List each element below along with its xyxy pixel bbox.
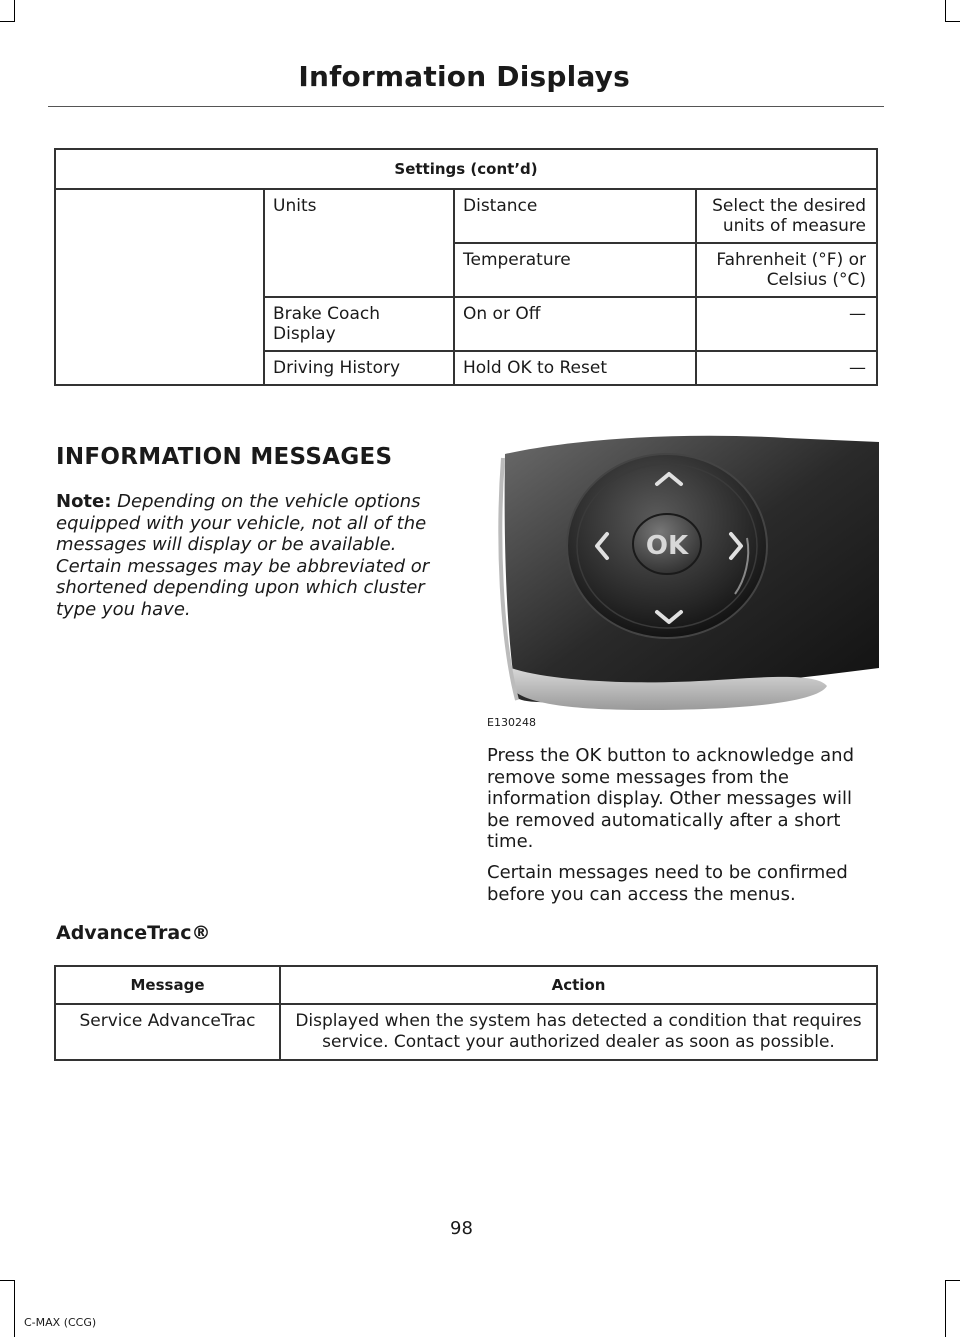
table-cell: Hold OK to Reset [454,351,696,385]
table-cell [55,189,264,385]
steering-wheel-control-illustration [487,418,879,730]
table-cell: Select the desired units of measure [696,189,877,243]
ok-button-label: OK [645,531,689,561]
advancetrac-table [54,965,878,1061]
table-row [55,1004,877,1060]
crop-mark [14,0,15,22]
table-row [55,189,877,243]
crop-mark [945,1280,960,1281]
page-number: 98 [450,1218,473,1239]
figure-code: E130248 [487,716,536,729]
header-divider [48,106,884,107]
table-cell: Units [264,189,454,297]
footer-model-label: C-MAX (CCG) [24,1316,97,1329]
page-title: Information Displays [298,60,630,93]
column-header-message: Message [55,966,280,1004]
table-cell: Driving History [264,351,454,385]
table-cell: Fahrenheit (°F) or Celsius (°C) [696,243,877,297]
crop-mark [0,21,15,22]
body-paragraph: Press the OK button to acknowledge and remove some messages from the information display. Other messages will be removed automatically after a short time. [487,745,855,852]
table-cell: Temperature [454,243,696,297]
crop-mark [14,1280,15,1337]
table-cell: — [696,297,877,351]
table-cell: Distance [454,189,696,243]
crop-mark [0,1280,15,1281]
note-text: Depending on the vehicle options equipped with your vehicle, not all of the messages will display or be available. Certain messages may be abbreviated or shortened depending upon which cluster type you have. [56,491,430,620]
note-paragraph [56,491,432,620]
section-heading: INFORMATION MESSAGES [56,444,393,470]
table-caption: Settings (cont’d) [55,149,877,189]
table-cell: Service AdvanceTrac [55,1004,280,1060]
crop-mark [945,0,946,22]
column-header-action: Action [280,966,877,1004]
table-cell: On or Off [454,297,696,351]
note-label: Note: [56,491,112,512]
subsection-heading: AdvanceTrac® [56,922,211,944]
table-cell: Displayed when the system has detected a condition that requires service. Contact your authorized dealer as soon as possible. [280,1004,877,1060]
crop-mark [945,1280,946,1337]
table-cell: Brake Coach Display [264,297,454,351]
table-cell: — [696,351,877,385]
settings-table [54,148,878,386]
crop-mark [945,21,960,22]
body-paragraph: Certain messages need to be confirmed before you can access the menus. [487,862,848,905]
